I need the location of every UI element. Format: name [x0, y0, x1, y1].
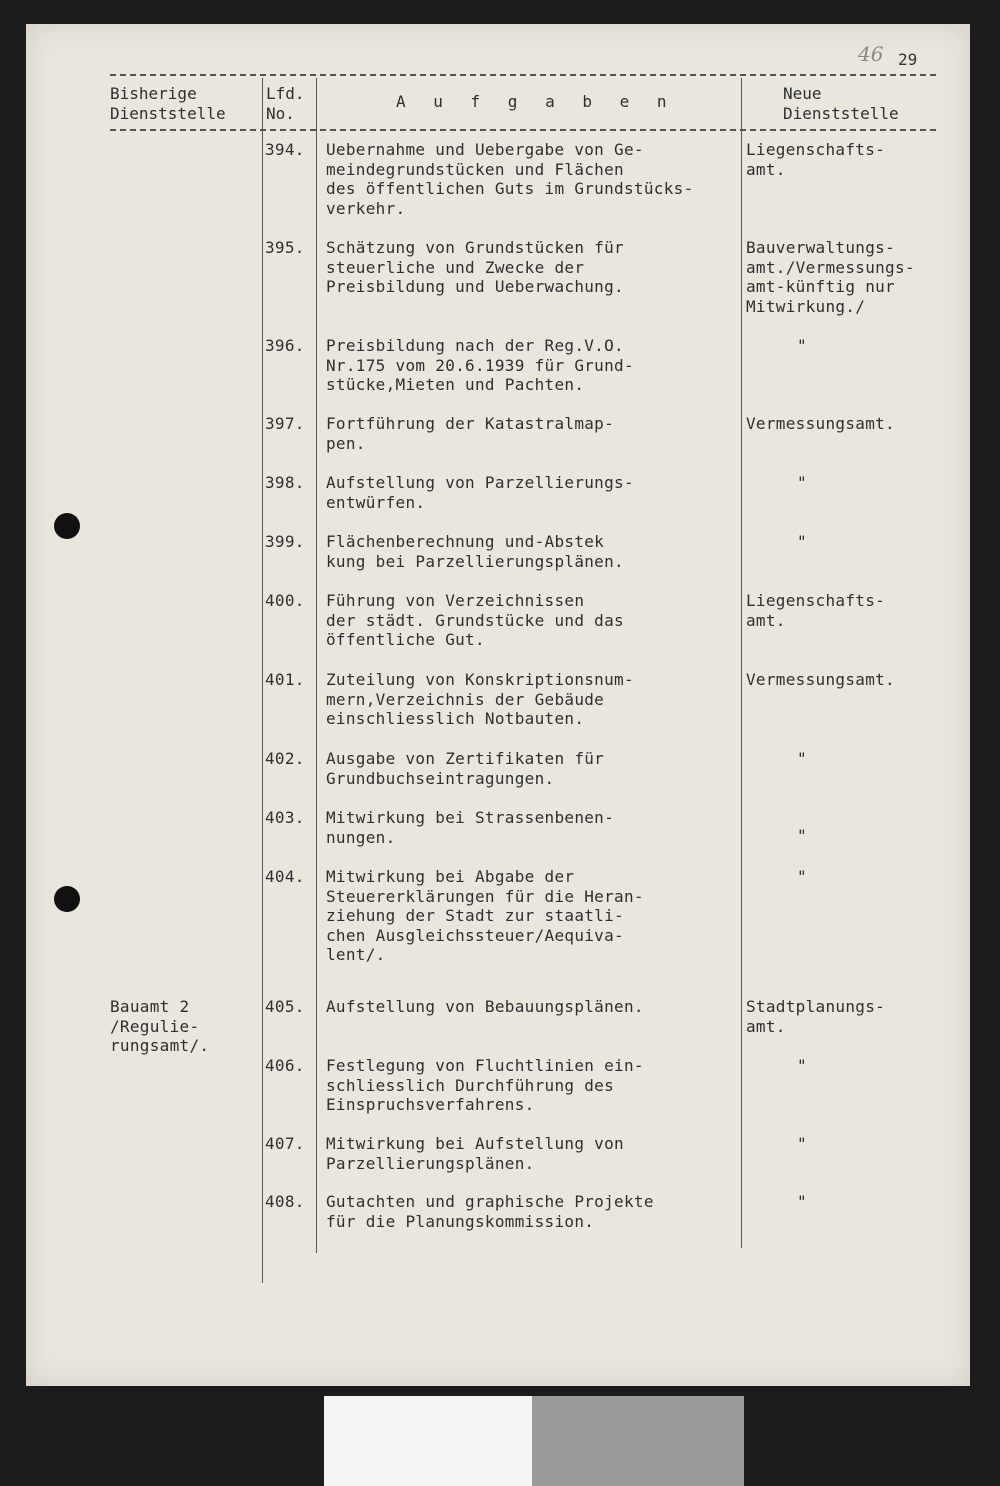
task-text: [326, 473, 634, 512]
row-number: 399.: [265, 532, 305, 551]
new-office-line: ": [797, 336, 807, 355]
task-line: verkehr.: [326, 198, 406, 218]
row-number: 394.: [265, 140, 305, 159]
new-office-text: [746, 414, 895, 434]
new-office-line: amt.: [746, 159, 786, 179]
new-office-line: ": [797, 1134, 807, 1153]
task-text: [326, 336, 634, 395]
row-number: 407.: [265, 1134, 305, 1153]
task-line: Mitwirkung bei Abgabe der: [326, 867, 575, 886]
ditto-mark: [797, 336, 807, 356]
task-line: lent/.: [326, 945, 386, 964]
new-office-line: amt./Vermessungs-: [746, 257, 915, 277]
header-number: Lfd. No.: [266, 84, 305, 123]
new-office-line: ": [797, 749, 807, 768]
task-line: Preisbildung nach der Reg.V.O.: [326, 336, 624, 355]
task-line: Zuteilung von Konskriptionsnum-: [326, 670, 634, 689]
task-line: Mitwirkung bei Aufstellung von: [326, 1134, 624, 1153]
task-line: Parzellierungsplänen.: [326, 1153, 535, 1173]
header-tasks: A u f g a b e n: [396, 92, 676, 111]
task-text: [326, 1056, 644, 1115]
row-number: 400.: [265, 591, 305, 610]
task-line: Steuererklärungen für die Heran-: [326, 886, 644, 906]
ditto-mark: [797, 1056, 807, 1076]
task-line: kung bei Parzellierungsplänen.: [326, 551, 624, 571]
new-office-text: [746, 238, 915, 316]
task-text: [326, 997, 644, 1017]
column-divider-3: [741, 78, 742, 1248]
column-divider-1: [262, 78, 263, 1283]
ditto-mark: [797, 826, 807, 846]
grey-reference-card: [532, 1396, 744, 1486]
task-line: Uebernahme und Uebergabe von Ge-: [326, 140, 644, 159]
task-line: Gutachten und graphische Projekte: [326, 1192, 654, 1211]
task-line: stücke,Mieten und Pachten.: [326, 375, 585, 394]
row-number: 406.: [265, 1056, 305, 1075]
new-office-line: Liegenschafts-: [746, 140, 886, 159]
task-line: Mitwirkung bei Strassenbenen-: [326, 808, 615, 827]
new-office-line: ": [797, 1192, 807, 1211]
header-old-office: Bisherige Dienststelle: [110, 84, 226, 123]
ditto-mark: [797, 1134, 807, 1154]
task-line: entwürfen.: [326, 492, 426, 512]
task-text: [326, 591, 624, 650]
old-office-line: rungsamt/.: [110, 1036, 210, 1055]
task-line: der städt. Grundstücke und das: [326, 610, 624, 630]
task-line: einschliesslich Notbauten.: [326, 709, 585, 728]
row-number: 395.: [265, 238, 305, 257]
ditto-mark: [797, 532, 807, 552]
task-line: Aufstellung von Parzellierungs-: [326, 473, 634, 492]
new-office-text: [746, 670, 895, 690]
task-text: [326, 140, 694, 218]
row-number: 408.: [265, 1192, 305, 1211]
task-line: nungen.: [326, 827, 396, 847]
task-line: Nr.175 vom 20.6.1939 für Grund-: [326, 355, 634, 375]
task-line: Grundbuchseintragungen.: [326, 768, 555, 788]
new-office-text: [746, 997, 885, 1036]
task-line: ziehung der Stadt zur staatli-: [326, 906, 624, 925]
new-office-line: Stadtplanungs-: [746, 997, 886, 1016]
task-text: [326, 867, 644, 965]
new-office-line: ": [797, 532, 807, 551]
new-office-line: Bauverwaltungs-: [746, 238, 895, 257]
new-office-line: amt-künftig nur: [746, 277, 895, 296]
task-line: steuerliche und Zwecke der: [326, 257, 585, 277]
row-number: 401.: [265, 670, 305, 689]
header-top-rule: [110, 74, 936, 76]
new-office-line: amt.: [746, 610, 786, 630]
task-line: chen Ausgleichssteuer/Aequiva-: [326, 925, 624, 945]
task-line: Schätzung von Grundstücken für: [326, 238, 624, 257]
task-text: [326, 808, 614, 847]
task-line: Einspruchsverfahrens.: [326, 1095, 535, 1114]
task-line: des öffentlichen Guts im Grundstücks-: [326, 179, 694, 198]
new-office-line: amt.: [746, 1016, 786, 1036]
task-line: Fortführung der Katastralmap-: [326, 414, 615, 433]
task-text: [326, 532, 624, 571]
new-office-line: Vermessungsamt.: [746, 670, 895, 689]
row-number: 397.: [265, 414, 305, 433]
new-office-text: [746, 591, 885, 630]
new-office-line: ": [797, 867, 807, 886]
new-office-line: Liegenschafts-: [746, 591, 886, 610]
page-number: 29: [898, 50, 918, 69]
old-office-line: /Regulie-: [110, 1016, 200, 1036]
old-office-line: Bauamt 2: [110, 997, 190, 1016]
task-line: pen.: [326, 433, 366, 453]
row-number: 402.: [265, 749, 305, 768]
task-line: für die Planungskommission.: [326, 1211, 595, 1231]
punch-hole-top: [54, 513, 80, 539]
task-line: öffentliche Gut.: [326, 630, 485, 649]
ditto-mark: [797, 1192, 807, 1212]
row-number: 396.: [265, 336, 305, 355]
row-number: 405.: [265, 997, 305, 1016]
task-line: meindegrundstücken und Flächen: [326, 159, 624, 179]
new-office-line: ": [797, 826, 807, 845]
white-reference-card: [324, 1396, 532, 1486]
row-number: 404.: [265, 867, 305, 886]
new-office-line: Mitwirkung./: [746, 296, 866, 316]
new-office-text: [746, 140, 885, 179]
ditto-mark: [797, 749, 807, 769]
ditto-mark: [797, 867, 807, 887]
row-number: 403.: [265, 808, 305, 827]
column-divider-2: [316, 78, 317, 1253]
task-line: schliesslich Durchführung des: [326, 1075, 615, 1095]
row-number: 398.: [265, 473, 305, 492]
task-line: Ausgabe von Zertifikaten für: [326, 749, 605, 768]
header-bottom-rule: [110, 129, 936, 131]
task-text: [326, 1192, 654, 1231]
pencil-mark: 46: [858, 42, 884, 66]
old-office-text: [110, 997, 209, 1056]
task-line: mern,Verzeichnis der Gebäude: [326, 689, 605, 709]
task-line: Preisbildung und Ueberwachung.: [326, 277, 624, 296]
task-line: Führung von Verzeichnissen: [326, 591, 585, 610]
task-line: Festlegung von Fluchtlinien ein-: [326, 1056, 644, 1075]
punch-hole-bottom: [54, 886, 80, 912]
header-new-office: Neue Dienststelle: [783, 84, 899, 123]
task-text: [326, 749, 604, 788]
task-text: [326, 1134, 624, 1173]
task-text: [326, 670, 634, 729]
new-office-line: ": [797, 1056, 807, 1075]
new-office-line: Vermessungsamt.: [746, 414, 895, 433]
ditto-mark: [797, 473, 807, 493]
task-text: [326, 238, 624, 297]
task-text: [326, 414, 614, 453]
task-line: Flächenberechnung und-Abstek: [326, 532, 605, 551]
task-line: Aufstellung von Bebauungsplänen.: [326, 997, 644, 1016]
new-office-line: ": [797, 473, 807, 492]
